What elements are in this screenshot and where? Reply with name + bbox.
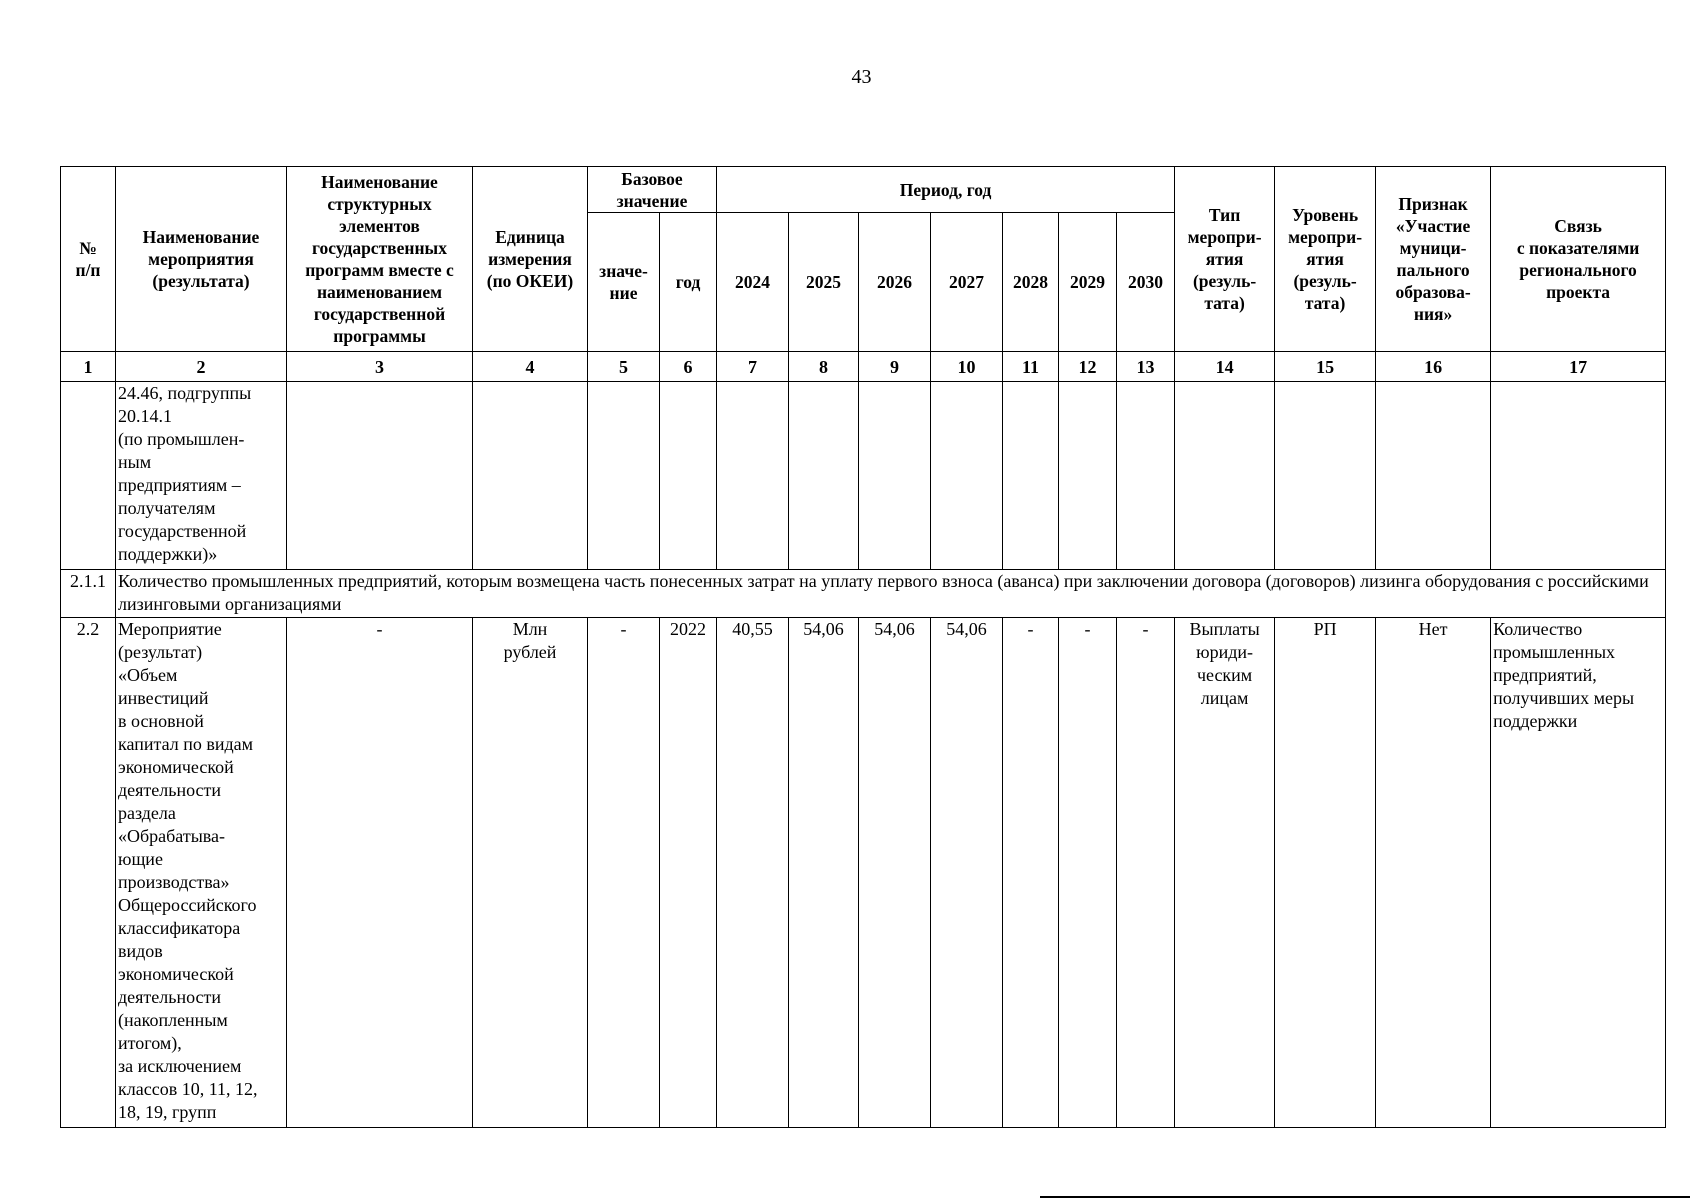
column-number: 8 — [789, 352, 859, 382]
header-base-value-group: Базовое значение — [588, 167, 717, 213]
column-number: 12 — [1059, 352, 1117, 382]
header-period-group: Период, год — [717, 167, 1175, 213]
cell-structural-element: - — [287, 618, 473, 1128]
cell-base-year: 2022 — [660, 618, 717, 1128]
cell-activity-name: 24.46, подгруппы 20.14.1 (по промышлен- ным предприятиям – получателям государственной поддержки)» — [116, 382, 287, 570]
cell-value-2025: 54,06 — [789, 618, 859, 1128]
header-number: № п/п — [61, 167, 116, 352]
cell-empty — [859, 382, 931, 570]
page-number: 43 — [851, 66, 872, 88]
cell-empty — [588, 382, 660, 570]
column-number: 3 — [287, 352, 473, 382]
column-number: 10 — [931, 352, 1003, 382]
header-year-2027: 2027 — [931, 213, 1003, 352]
cell-empty — [1275, 382, 1376, 570]
header-year-2028: 2028 — [1003, 213, 1059, 352]
column-number: 14 — [1175, 352, 1275, 382]
cell-unit: Млн рублей — [473, 618, 588, 1128]
header-base-value: значе- ние — [588, 213, 660, 352]
table-row — [61, 618, 1666, 1128]
cell-regional-link: Количество промышленных предприятий, получивших меры поддержки — [1491, 618, 1666, 1128]
column-number: 1 — [61, 352, 116, 382]
cell-value-2029: - — [1059, 618, 1117, 1128]
cell-empty — [660, 382, 717, 570]
header-municipal-participation: Признак «Участие муници- пального образова- ния» — [1376, 167, 1491, 352]
cell-empty — [61, 382, 116, 570]
column-number: 2 — [116, 352, 287, 382]
header-year-2029: 2029 — [1059, 213, 1117, 352]
cell-value-2024: 40,55 — [717, 618, 789, 1128]
cell-empty — [1376, 382, 1491, 570]
header-year-2026: 2026 — [859, 213, 931, 352]
cell-empty — [931, 382, 1003, 570]
cell-activity-level: РП — [1275, 618, 1376, 1128]
cell-value-2026: 54,06 — [859, 618, 931, 1128]
header-year-2024: 2024 — [717, 213, 789, 352]
cell-empty — [473, 382, 588, 570]
cell-empty — [1003, 382, 1059, 570]
cell-empty — [1175, 382, 1275, 570]
header-year-2030: 2030 — [1117, 213, 1175, 352]
header-structural-elements: Наименование структурных элементов государственных программ вместе с наименованием государственной программы — [287, 167, 473, 352]
header-row — [61, 167, 1666, 213]
header-year-2025: 2025 — [789, 213, 859, 352]
header-activity-type: Тип меропри- ятия (резуль- тата) — [1175, 167, 1275, 352]
column-number: 17 — [1491, 352, 1666, 382]
cell-indicator-description: Количество промышленных предприятий, которым возмещена часть понесенных затрат на уплату первого взноса (аванса) при заключении договора (договоров) лизинга оборудования с российскими лизинговыми организациями — [116, 570, 1666, 618]
cell-municipal-participation: Нет — [1376, 618, 1491, 1128]
cell-value-2028: - — [1003, 618, 1059, 1128]
cell-value-2030: - — [1117, 618, 1175, 1128]
column-number: 11 — [1003, 352, 1059, 382]
cell-base-value: - — [588, 618, 660, 1128]
cell-empty — [717, 382, 789, 570]
cell-number: 2.1.1 — [61, 570, 116, 618]
header-activity-level: Уровень меропри- ятия (резуль- тата) — [1275, 167, 1376, 352]
column-number: 13 — [1117, 352, 1175, 382]
bottom-divider — [1040, 1196, 1690, 1198]
cell-activity-type: Выплаты юриди- ческим лицам — [1175, 618, 1275, 1128]
header-regional-link: Связь с показателями регионального проекта — [1491, 167, 1666, 352]
cell-empty — [1491, 382, 1666, 570]
column-number: 7 — [717, 352, 789, 382]
program-table — [60, 166, 1666, 1128]
cell-value-2027: 54,06 — [931, 618, 1003, 1128]
column-number: 16 — [1376, 352, 1491, 382]
cell-empty — [1059, 382, 1117, 570]
header-unit: Единица измерения (по ОКЕИ) — [473, 167, 588, 352]
column-number: 9 — [859, 352, 931, 382]
column-number: 15 — [1275, 352, 1376, 382]
table-row — [61, 570, 1666, 618]
cell-empty — [287, 382, 473, 570]
cell-empty — [1117, 382, 1175, 570]
header-activity-name: Наименование мероприятия (результата) — [116, 167, 287, 352]
column-number: 6 — [660, 352, 717, 382]
column-number: 4 — [473, 352, 588, 382]
cell-number: 2.2 — [61, 618, 116, 1128]
table-row — [61, 382, 1666, 570]
cell-activity-name: Мероприятие (результат) «Объем инвестиций в основной капитал по видам экономической деятельности раздела «Обрабатыва- ющие производства» Общероссийского классификатора видов экономической деятельности (накопленным итогом), за исключением классов 10, 11, 12, 18, 19, групп — [116, 618, 287, 1128]
header-base-year: год — [660, 213, 717, 352]
column-number: 5 — [588, 352, 660, 382]
column-number-row — [61, 352, 1666, 382]
cell-empty — [789, 382, 859, 570]
